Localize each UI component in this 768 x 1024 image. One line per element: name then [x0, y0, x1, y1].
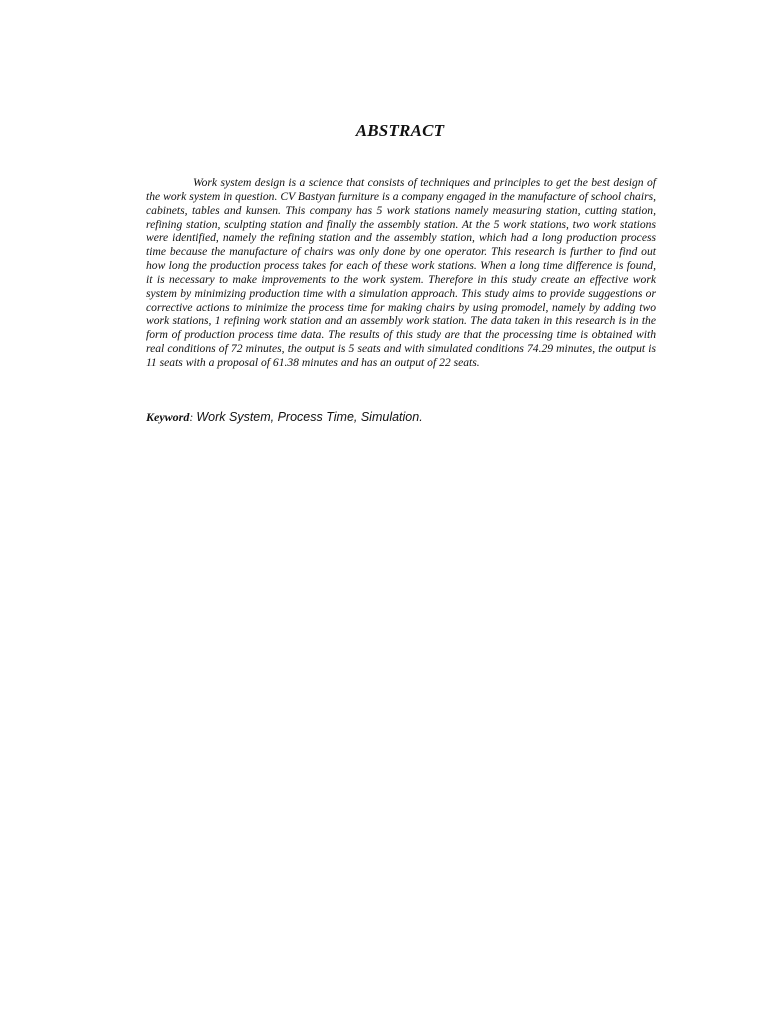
abstract-title: ABSTRACT: [355, 121, 445, 140]
keyword-separator: :: [189, 410, 197, 424]
abstract-body: Work system design is a science that consists of techniques and principles to get the best design of the work system in question. CV Bastyan furniture is a company engaged in the manufacture of school chairs, cabinets, tables and kunsen. This company has 5 work stations namely measuring station, cutting station, refining station, sculpting station and finally the assembly station. At the 5 work stations, two work stations were identified, namely the refining station and the assembly station, which had a long production process time because the manufacture of chairs was only done by one operator. This research is further to find out how long the production process takes for each of these work stations. When a long time difference is found, it is necessary to make improvements to the work system. Therefore in this study create an effective work system by minimizing production time with a simulation approach. This study aims to provide suggestions or corrective actions to minimize the process time for making chairs by using promodel, namely by adding two work stations, 1 refining work station and an assembly work station. The data taken in this research is in the form of production process time data. The results of this study are that the processing time is obtained with real conditions of 72 minutes, the output is 5 seats and with simulated conditions 74.29 minutes, the output is 11 seats with a proposal of 61.38 minutes and has an output of 22 seats.: [146, 176, 656, 369]
keyword-label: Keyword: [146, 410, 190, 424]
keyword-values: Work System, Process Time, Simulation.: [196, 410, 423, 424]
keywords-line: [146, 410, 656, 425]
